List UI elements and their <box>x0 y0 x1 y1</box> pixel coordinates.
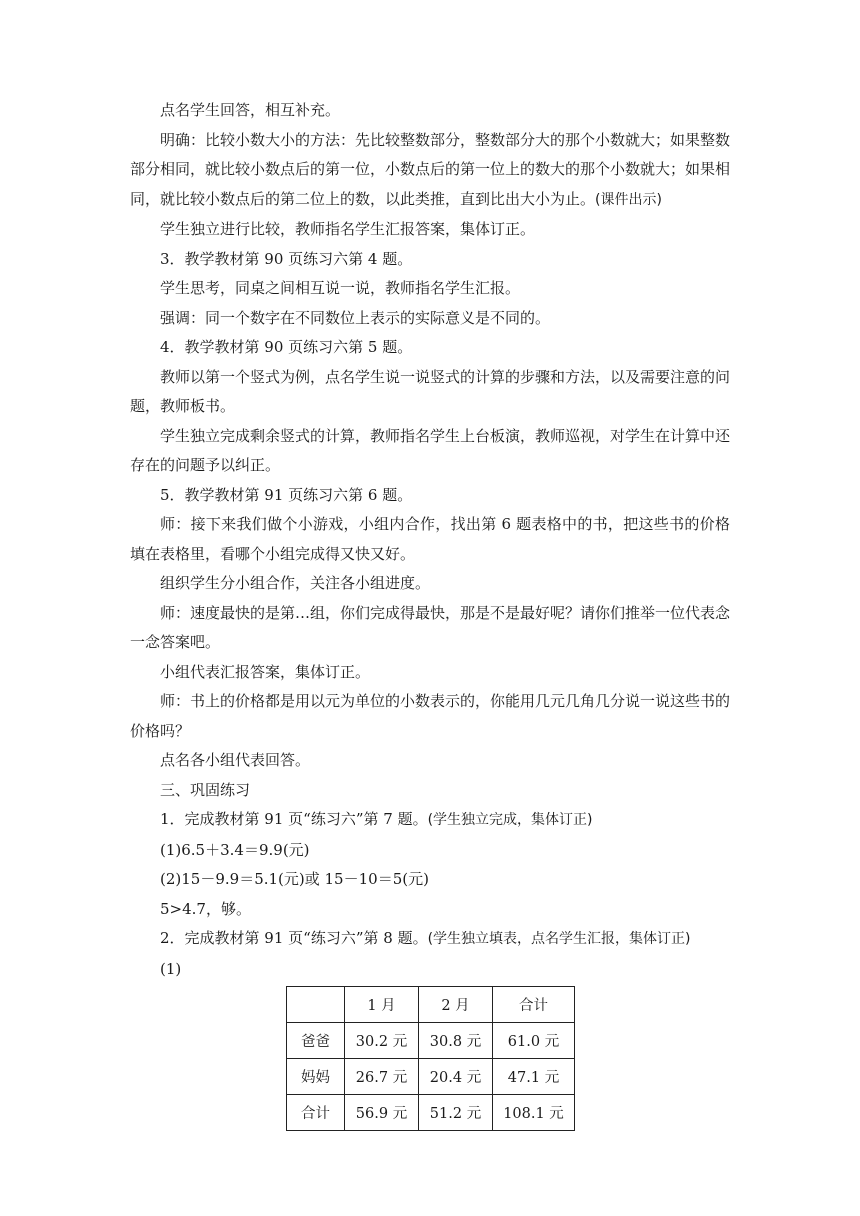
paragraph-p1 <box>130 96 730 126</box>
paragraph-p7 <box>130 333 730 363</box>
table-cell: 26.7 元 <box>345 1059 419 1095</box>
table-cell: 51.2 元 <box>419 1095 493 1131</box>
paragraph-text: 小组代表汇报答案，集体订正。 <box>160 662 371 681</box>
paragraph-text: 师：书上的价格都是用以元为单位的小数表示的，你能用几元几角几分说一说这些书的价格吗？ <box>130 692 731 740</box>
paragraph-note: (学生独立填表，点名学生汇报，集体订正) <box>427 931 691 947</box>
paragraph-text: 师：接下来我们做个小游戏，小组内合作，找出第 6 题表格中的书，把这些书的价格填在表格里，看哪个小组完成得又快又好。 <box>130 515 730 563</box>
paragraph-text: 师：速度最快的是第…组，你们完成得最快，那是不是最好呢？请你们推举一位代表念一念答案吧。 <box>130 603 731 651</box>
paragraph-text: 教师以第一个竖式为例，点名学生说一说竖式的计算的步骤和方法，以及需要注意的问题，教师板书。 <box>130 367 731 415</box>
table-cell: 56.9 元 <box>345 1095 419 1131</box>
paragraph-p14 <box>130 658 730 688</box>
table-row-label: 合计 <box>287 1095 345 1131</box>
table-row <box>287 1095 575 1131</box>
paragraph-text: 5>4.7，够。 <box>160 899 251 918</box>
paragraph-text: (1) <box>160 959 182 978</box>
paragraph-note: (学生独立完成，集体订正) <box>427 812 593 828</box>
paragraph-text: 5．教学教材第 91 页练习六第 6 题。 <box>160 485 413 504</box>
paragraph-text: 2．完成教材第 91 页“练习六”第 8 题。 <box>160 929 428 947</box>
paragraph-p22 <box>130 924 730 955</box>
table-header-row <box>287 987 575 1023</box>
paragraph-p20 <box>130 865 730 895</box>
paragraph-text: 点名学生回答，相互补充。 <box>160 101 341 119</box>
paragraph-text: 三、巩固练习 <box>160 780 251 799</box>
paragraph-text: 4．教学教材第 90 页练习六第 5 题。 <box>160 338 413 356</box>
paragraph-text: (1)6.5＋3.4＝9.9(元) <box>160 840 310 859</box>
paragraph-text: (2)15－9.9＝5.1(元)或 15－10＝5(元) <box>160 870 429 888</box>
paragraph-text: 1．完成教材第 91 页“练习六”第 7 题。 <box>160 810 428 828</box>
paragraph-p19 <box>130 836 730 866</box>
paragraph-p21 <box>130 895 730 925</box>
paragraph-p5 <box>130 274 730 304</box>
paragraph-p12 <box>130 569 730 599</box>
paragraph-p18 <box>130 805 730 836</box>
table-header-cell: 合计 <box>493 987 575 1023</box>
paragraph-text: 点名各小组代表回答。 <box>160 751 311 769</box>
expense-table <box>286 986 575 1131</box>
paragraph-p2 <box>130 126 730 216</box>
table-cell: 61.0 元 <box>493 1023 575 1059</box>
paragraph-p6 <box>130 304 730 334</box>
paragraph-text: 强调：同一个数字在不同数位上表示的实际意义是不同的。 <box>160 308 551 327</box>
document-body <box>130 96 730 984</box>
paragraph-p4 <box>130 245 730 275</box>
paragraph-p9 <box>130 422 730 481</box>
table-header-cell: 2 月 <box>419 987 493 1023</box>
table-cell: 30.8 元 <box>419 1023 493 1059</box>
paragraph-text: 明确：比较小数大小的方法：先比较整数部分，整数部分大的那个小数就大；如果整数部分相同，就比较小数点后的第一位，小数点后的第一位上的数大的那个小数就大；如果相同，就比较小数点后的第二位上的数，以此类推，直到比出大小为止。 <box>130 130 731 208</box>
paragraph-text: 学生思考，同桌之间相互说一说，教师指名学生汇报。 <box>160 279 521 297</box>
paragraph-p16 <box>130 746 730 776</box>
paragraph-p23 <box>130 955 730 985</box>
table-cell: 108.1 元 <box>493 1095 575 1131</box>
paragraph-p13 <box>130 599 730 658</box>
paragraph-p11 <box>130 510 730 569</box>
table-row <box>287 1023 575 1059</box>
paragraph-text: 组织学生分小组合作，关注各小组进度。 <box>160 574 431 592</box>
table-header-cell: 1 月 <box>345 987 419 1023</box>
paragraph-p17 <box>130 776 730 806</box>
table-row-label: 爸爸 <box>287 1023 345 1059</box>
table-cell: 20.4 元 <box>419 1059 493 1095</box>
paragraph-text: 3．教学教材第 90 页练习六第 4 题。 <box>160 249 413 268</box>
paragraph-note: (课件出示) <box>595 191 662 208</box>
table-row-label: 妈妈 <box>287 1059 345 1095</box>
table-row <box>287 1059 575 1095</box>
table-header-cell <box>287 987 345 1023</box>
paragraph-text: 学生独立进行比较，教师指名学生汇报答案，集体订正。 <box>160 220 536 238</box>
paragraph-text: 学生独立完成剩余竖式的计算，教师指名学生上台板演，教师巡视，对学生在计算中还存在的问题予以纠正。 <box>130 426 731 474</box>
paragraph-p3 <box>130 215 730 245</box>
paragraph-p15 <box>130 687 730 746</box>
paragraph-p8 <box>130 363 730 422</box>
table-cell: 47.1 元 <box>493 1059 575 1095</box>
table-cell: 30.2 元 <box>345 1023 419 1059</box>
paragraph-p10 <box>130 481 730 511</box>
